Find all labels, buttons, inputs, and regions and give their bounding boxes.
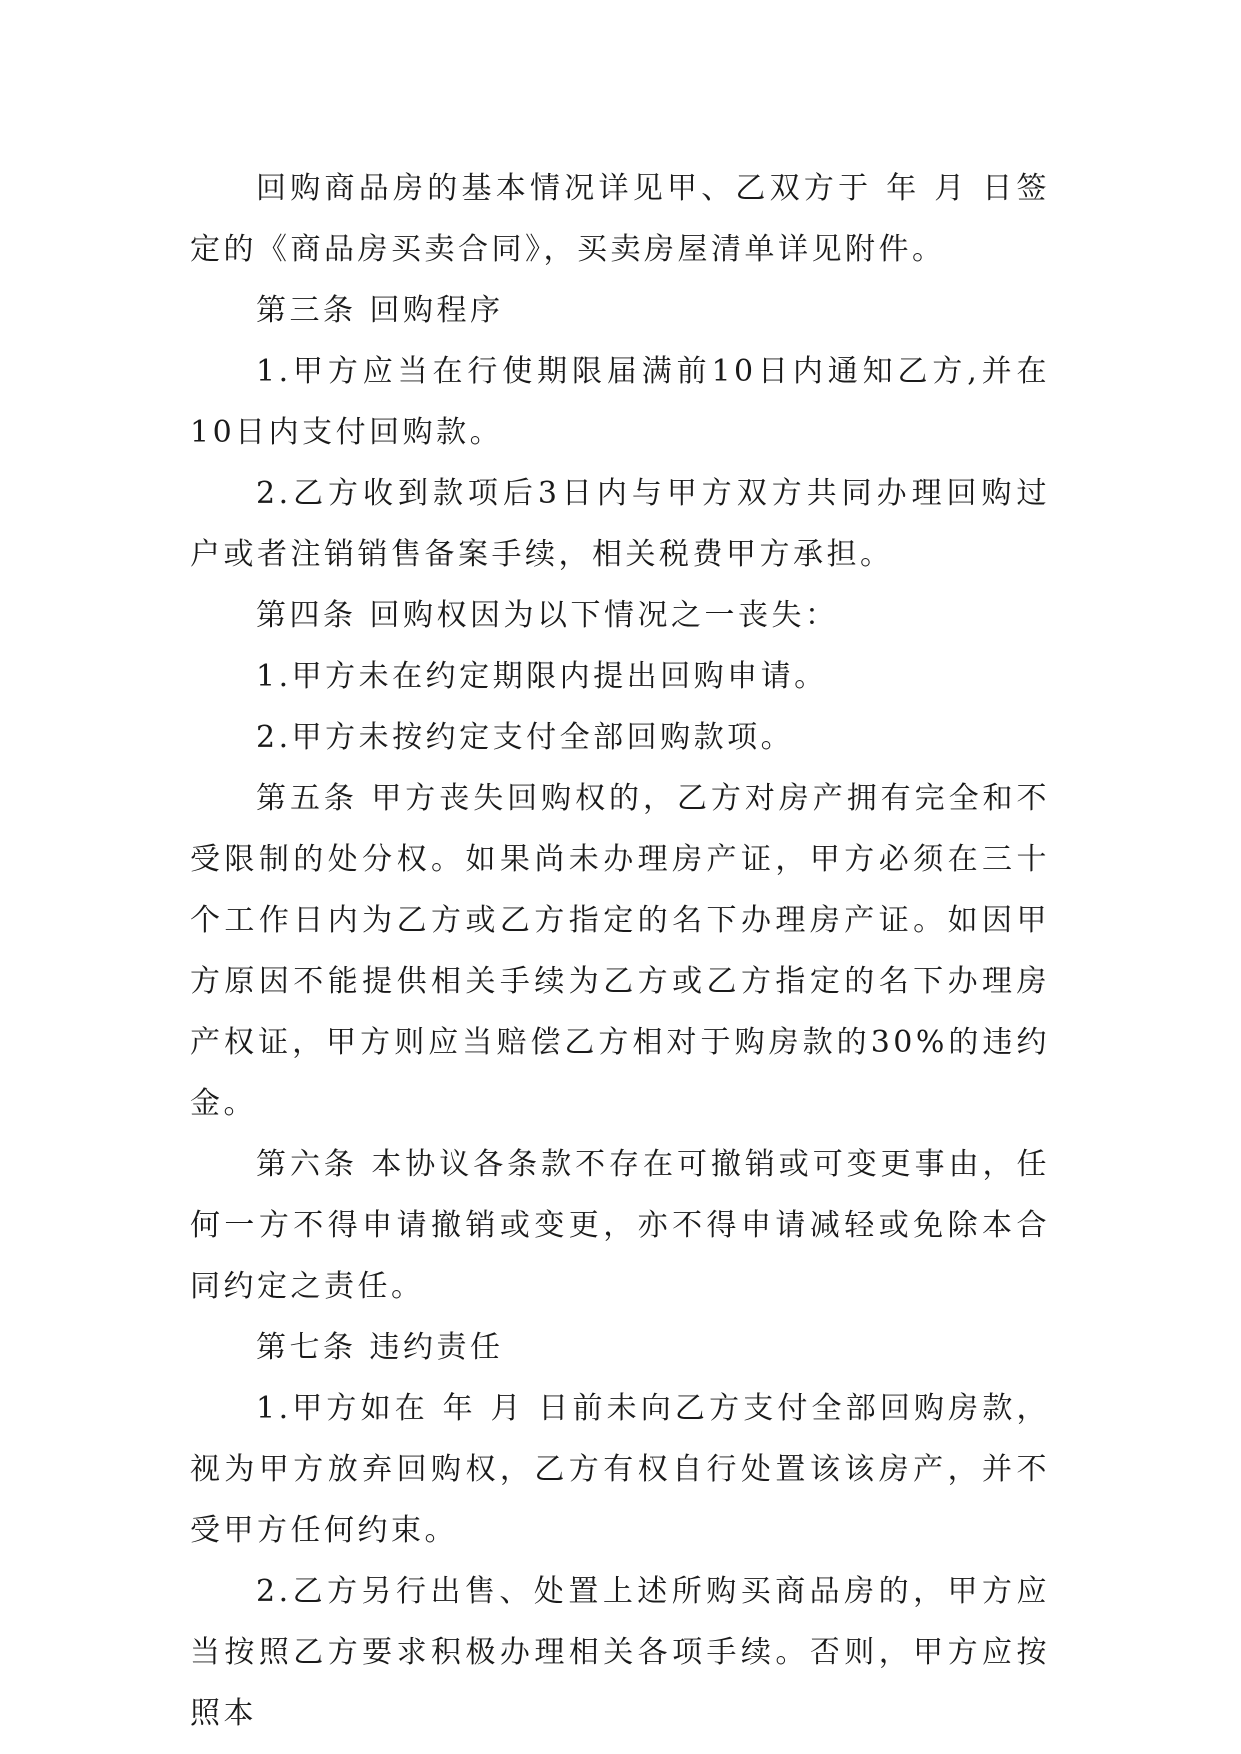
- paragraph-article-6: 第六条 本协议各条款不存在可撤销或可变更事由，任何一方不得申请撤销或变更，亦不得申请减轻或免除本合同约定之责任。: [190, 1147, 1050, 1304]
- paragraph-repurchase-details: 回购商品房的基本情况详见甲、乙双方于 年 月 日签定的《商品房买卖合同》，买卖房屋清单详见附件。: [190, 171, 1050, 267]
- paragraph-article-3-item-2: 2.乙方收到款项后3日内与甲方双方共同办理回购过户或者注销销售备案手续，相关税费甲方承担。: [190, 476, 1050, 572]
- paragraph-article-3-item-1: 1.甲方应当在行使期限届满前10日内通知乙方,并在10日内支付回购款。: [190, 354, 1050, 450]
- paragraph-article-4-item-1: 1.甲方未在约定期限内提出回购申请。: [256, 659, 828, 694]
- paragraph-article-5: 第五条 甲方丧失回购权的，乙方对房产拥有完全和不受限制的处分权。如果尚未办理房产证，甲方必须在三十个工作日内为乙方或乙方指定的名下办理房产证。如因甲方原因不能提供相关手续为乙方或乙方指定的名下办理房产权证，甲方则应当赔偿乙方相对于购房款的30%的违约金。: [190, 781, 1050, 1121]
- paragraph-article-4-item-2: 2.甲方未按约定支付全部回购款项。: [256, 720, 795, 755]
- document-body: [190, 158, 1050, 1744]
- heading-article-7: 第七条 违约责任: [256, 1330, 504, 1365]
- paragraph-article-7-item-1: 1.甲方如在 年 月 日前未向乙方支付全部回购房款，视为甲方放弃回购权，乙方有权自行处置该该房产，并不受甲方任何约束。: [190, 1391, 1050, 1548]
- heading-article-3: 第三条 回购程序: [256, 293, 504, 328]
- heading-article-4: 第四条 回购权因为以下情况之一丧失：: [256, 598, 839, 633]
- paragraph-article-7-item-2: 2.乙方另行出售、处置上述所购买商品房的，甲方应当按照乙方要求积极办理相关各项手续。否则，甲方应按照本: [190, 1574, 1050, 1731]
